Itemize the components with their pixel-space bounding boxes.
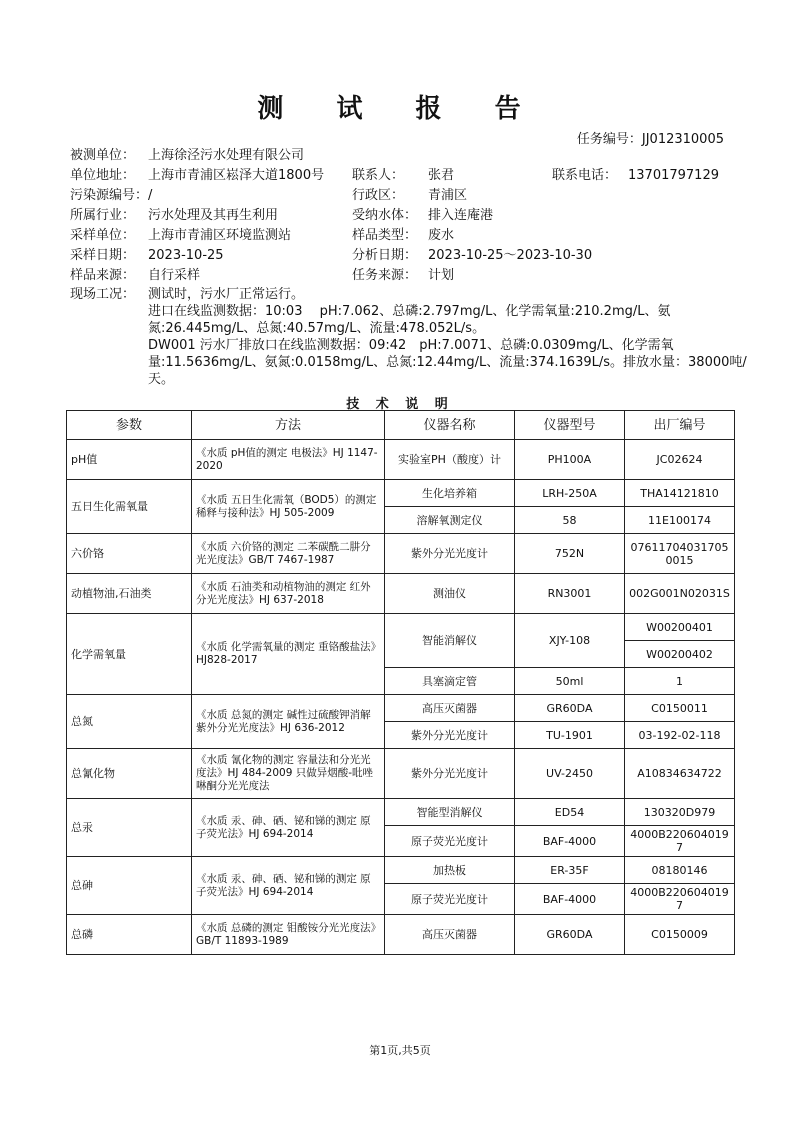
instrument-name-cell: 加热板	[385, 857, 515, 884]
sample-source-label: 样品来源：	[70, 268, 136, 283]
header-instrument: 仪器名称	[385, 411, 515, 440]
instrument-name-cell: 实验室PH（酸度）计	[385, 440, 515, 480]
param-cell: 动植物油,石油类	[67, 574, 192, 614]
param-cell: 总氮	[67, 695, 192, 749]
serial-cell: 4000B2206040197	[625, 884, 735, 915]
instrument-name-cell: 紫外分光光度计	[385, 534, 515, 574]
serial-cell: JC02624	[625, 440, 735, 480]
instrument-name-cell: 生化培养箱	[385, 480, 515, 507]
info-row-address	[70, 166, 750, 186]
param-cell: pH值	[67, 440, 192, 480]
param-cell: 五日生化需氧量	[67, 480, 192, 534]
instrument-name-cell: 紫外分光光度计	[385, 749, 515, 799]
contact-value: 张君	[428, 168, 455, 183]
sampling-date-label: 采样日期：	[70, 248, 136, 263]
serial-cell: 130320D979	[625, 799, 735, 826]
header-param: 参数	[67, 411, 192, 440]
task-source-value: 计划	[428, 268, 455, 283]
task-number: 任务编号：JJ012310005	[576, 132, 724, 147]
address-label: 单位地址：	[70, 168, 136, 183]
header-model: 仪器型号	[515, 411, 625, 440]
contact-label: 联系人：	[352, 168, 405, 183]
address-value: 上海市青浦区崧泽大道1800号	[148, 168, 325, 183]
tech-section-title: 技 术 说 明	[346, 397, 454, 412]
industry-label: 所属行业：	[70, 208, 136, 223]
table-row	[67, 574, 735, 614]
method-cell: 《水质 化学需氧量的测定 重铬酸盐法》HJ828-2017	[192, 614, 385, 695]
analysis-date-label: 分析日期：	[352, 248, 418, 263]
instrument-model-cell: XJY-108	[515, 614, 625, 668]
serial-cell: THA14121810	[625, 480, 735, 507]
serial-cell: 08180146	[625, 857, 735, 884]
serial-cell: W00200402	[625, 641, 735, 668]
method-cell: 《水质 总氮的测定 碱性过硫酸钾消解紫外分光光度法》HJ 636-2012	[192, 695, 385, 749]
instrument-model-cell: UV-2450	[515, 749, 625, 799]
instrument-name-cell: 原子荧光光度计	[385, 884, 515, 915]
sampling-date-value: 2023-10-25	[148, 248, 224, 263]
serial-cell: W00200401	[625, 614, 735, 641]
serial-cell: A10834634722	[625, 749, 735, 799]
instrument-name-cell: 原子荧光光度计	[385, 826, 515, 857]
report-info	[70, 146, 750, 388]
phone-value: 13701797129	[628, 168, 719, 183]
receiving-value: 排入连庵港	[428, 208, 494, 223]
analysis-date-value: 2023-10-25～2023-10-30	[428, 248, 593, 263]
table-header-row	[67, 411, 735, 440]
inspected-unit-label: 被测单位：	[70, 148, 136, 163]
instrument-model-cell: TU-1901	[515, 722, 625, 749]
method-cell: 《水质 六价铬的测定 二苯碳酰二肼分光光度法》GB/T 7467-1987	[192, 534, 385, 574]
info-row-sampling-unit	[70, 226, 750, 246]
instrument-name-cell: 紫外分光光度计	[385, 722, 515, 749]
table-row	[67, 799, 735, 826]
instrument-model-cell: 50ml	[515, 668, 625, 695]
site-line: DW001 污水厂排放口在线监测数据：09:42 pH:7.0071、总磷:0.0309mg/L、化学需氧量:11.5636mg/L、氨氮:0.0158mg/L、总氮:12.44mg/L、流量:374.1639L/s。排放水量：38000吨/天。	[148, 338, 747, 387]
instrument-model-cell: GR60DA	[515, 695, 625, 722]
instrument-model-cell: LRH-250A	[515, 480, 625, 507]
info-row-source	[70, 186, 750, 206]
instrument-name-cell: 具塞滴定管	[385, 668, 515, 695]
serial-cell: C0150009	[625, 915, 735, 955]
table-row	[67, 857, 735, 884]
industry-value: 污水处理及其再生利用	[148, 208, 279, 223]
sample-source-value: 自行采样	[148, 268, 201, 283]
source-no-label: 污染源编号：	[70, 188, 149, 203]
table-row	[67, 749, 735, 799]
instrument-name-cell: 高压灭菌器	[385, 915, 515, 955]
instrument-name-cell: 高压灭菌器	[385, 695, 515, 722]
inspected-unit-value: 上海徐泾污水处理有限公司	[148, 148, 305, 163]
instrument-model-cell: 752N	[515, 534, 625, 574]
district-value: 青浦区	[428, 188, 468, 203]
instrument-model-cell: ED54	[515, 799, 625, 826]
site-conditions-label: 现场工况：	[70, 287, 136, 302]
instrument-name-cell: 智能型消解仪	[385, 799, 515, 826]
header-method: 方法	[192, 411, 385, 440]
table-row	[67, 915, 735, 955]
instrument-model-cell: BAF-4000	[515, 884, 625, 915]
method-cell: 《水质 汞、砷、硒、铋和锑的测定 原子荧光法》HJ 694-2014	[192, 799, 385, 857]
report-title: 测 试 报 告	[257, 94, 543, 124]
site-line: 进口在线监测数据：10:03 pH:7.062、总磷:2.797mg/L、化学需氧量:210.2mg/L、氨氮:26.445mg/L、总氮:40.57mg/L、流量:478.052L/s。	[148, 304, 671, 336]
sampling-unit-value: 上海市青浦区环境监测站	[148, 228, 292, 243]
serial-cell: 4000B2206040197	[625, 826, 735, 857]
param-cell: 总磷	[67, 915, 192, 955]
info-row-unit	[70, 146, 750, 166]
instrument-model-cell: PH100A	[515, 440, 625, 480]
instrument-model-cell: RN3001	[515, 574, 625, 614]
table-row	[67, 614, 735, 641]
param-cell: 总汞	[67, 799, 192, 857]
method-cell: 《水质 汞、砷、硒、铋和锑的测定 原子荧光法》HJ 694-2014	[192, 857, 385, 915]
param-cell: 总氰化物	[67, 749, 192, 799]
sample-type-label: 样品类型：	[352, 228, 418, 243]
info-row-dates	[70, 246, 750, 266]
serial-cell: 1	[625, 668, 735, 695]
method-cell: 《水质 石油类和动植物油的测定 红外分光光度法》HJ 637-2018	[192, 574, 385, 614]
instrument-name-cell: 测油仪	[385, 574, 515, 614]
param-cell: 六价铬	[67, 534, 192, 574]
table-row	[67, 534, 735, 574]
serial-cell: 002G001N02031S	[625, 574, 735, 614]
method-cell: 《水质 pH值的测定 电极法》HJ 1147-2020	[192, 440, 385, 480]
district-label: 行政区：	[352, 188, 405, 203]
instrument-name-cell: 智能消解仪	[385, 614, 515, 668]
sample-type-value: 废水	[428, 228, 455, 243]
instrument-model-cell: GR60DA	[515, 915, 625, 955]
method-cell: 《水质 氰化物的测定 容量法和分光光度法》HJ 484-2009 只做异烟酸-吡唑啉酮分光光度法	[192, 749, 385, 799]
serial-cell: 076117040317050015	[625, 534, 735, 574]
header-serial: 出厂编号	[625, 411, 735, 440]
instrument-model-cell: 58	[515, 507, 625, 534]
instrument-model-cell: ER-35F	[515, 857, 625, 884]
table-row	[67, 440, 735, 480]
serial-cell: 03-192-02-118	[625, 722, 735, 749]
info-row-industry	[70, 206, 750, 226]
param-cell: 化学需氧量	[67, 614, 192, 695]
table-row	[67, 695, 735, 722]
serial-cell: 11E100174	[625, 507, 735, 534]
sampling-unit-label: 采样单位：	[70, 228, 136, 243]
tech-table	[66, 410, 735, 955]
table-row	[67, 480, 735, 507]
source-no-value: /	[148, 188, 153, 203]
serial-cell: C0150011	[625, 695, 735, 722]
info-row-sample-source	[70, 266, 750, 286]
instrument-name-cell: 溶解氧测定仪	[385, 507, 515, 534]
method-cell: 《水质 五日生化需氧（BOD5）的测定 稀释与接种法》HJ 505-2009	[192, 480, 385, 534]
site-line: 测试时，污水厂正常运行。	[148, 287, 305, 302]
instrument-model-cell: BAF-4000	[515, 826, 625, 857]
page-footer: 第1页,共5页	[369, 1044, 431, 1057]
receiving-label: 受纳水体：	[352, 208, 418, 223]
site-conditions	[70, 286, 750, 388]
phone-label: 联系电话：	[552, 168, 618, 183]
task-source-label: 任务来源：	[352, 268, 418, 283]
method-cell: 《水质 总磷的测定 钼酸铵分光光度法》GB/T 11893-1989	[192, 915, 385, 955]
param-cell: 总砷	[67, 857, 192, 915]
